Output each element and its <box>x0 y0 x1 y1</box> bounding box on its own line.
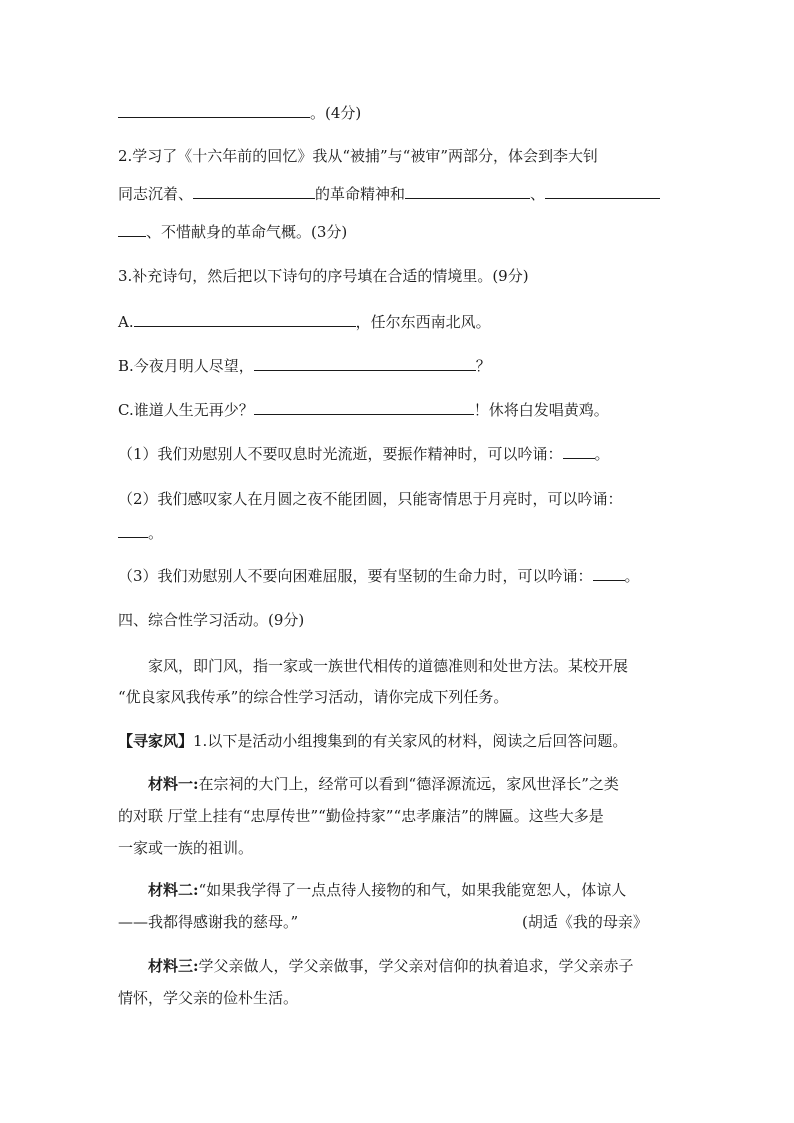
material-1-line-3: 一家或一族的祖训。 <box>118 839 254 857</box>
section-4-heading: 四、综合性学习活动。(9分) <box>118 611 305 629</box>
scenario-3-text: （3）我们劝慰别人不要向困难屈服，要有坚韧的生命力时，可以吟诵： <box>118 567 593 585</box>
answer-blank[interactable] <box>593 566 625 581</box>
q3-title: 3.补充诗句，然后把以下诗句的序号填在合适的情境里。(9分) <box>118 267 529 285</box>
answer-blank[interactable] <box>254 400 474 415</box>
task-line <box>118 731 627 751</box>
answer-blank[interactable] <box>134 312 356 327</box>
option-c-suffix: ！休将白发唱黄鸡。 <box>473 401 609 419</box>
material-2-label: 材料二: <box>148 881 199 899</box>
answer-blank[interactable] <box>193 184 315 199</box>
q3-option-b <box>118 356 491 376</box>
material-3-line-2: 情怀，学父亲的俭朴生活。 <box>118 989 299 1007</box>
task-label: 【寻家风】 <box>118 732 194 750</box>
scenario-1-text: （1）我们劝慰别人不要叹息时光流逝，要振作精神时，可以吟诵： <box>118 445 563 463</box>
answer-blank[interactable] <box>254 356 476 371</box>
answer-blank[interactable] <box>563 444 595 459</box>
material-1-line-1 <box>148 774 619 794</box>
q1-suffix: 。(4分) <box>310 104 362 122</box>
q2-line-1: 2.学习了《十六年前的回忆》我从“被捕”与“被审”两部分，体会到李大钊 <box>118 147 598 165</box>
material-2-text: “如果我学得了一点点待人接物的和气，如果我能宽恕人，体谅人 <box>198 881 627 899</box>
q2-text-c: 、 <box>530 185 546 203</box>
material-1-label: 材料一: <box>148 775 199 793</box>
material-1-line-2: 的对联 厅堂上挂有“忠厚传世”“勤俭持家”“忠孝廉洁”的牌匾。这些大多是 <box>118 807 604 825</box>
option-b-suffix: ？ <box>475 357 491 375</box>
answer-blank[interactable] <box>118 103 310 118</box>
scenario-2-end: 。 <box>148 524 164 542</box>
material-3-line-1 <box>148 956 634 976</box>
q2-line-3 <box>118 222 347 242</box>
material-2-source: (胡适《我的母亲》 <box>522 913 648 931</box>
option-c-prefix: C.谁道人生无再少？ <box>118 401 254 419</box>
q2-text-a: 同志沉着、 <box>118 185 194 203</box>
scenario-3-end: 。 <box>624 567 640 585</box>
material-2-line-1 <box>148 880 626 900</box>
option-a-suffix: ，任尔东西南北风。 <box>355 313 491 331</box>
section-4-intro-1: 家风，即门风，指一家或一族世代相传的道德准则和处世方法。某校开展 <box>148 657 629 675</box>
answer-blank[interactable] <box>118 523 148 538</box>
option-a-prefix: A. <box>118 313 134 331</box>
answer-blank[interactable] <box>545 184 660 199</box>
q3-option-c <box>118 400 609 420</box>
q3-scenario-2-cont <box>118 523 163 543</box>
q2-text-d: 、不惜献身的革命气概。(3分) <box>146 223 348 241</box>
q2-line-2 <box>118 184 660 204</box>
material-1-text: 在宗祠的大门上，经常可以看到“德泽源流远，家风世泽长”之类 <box>198 775 619 793</box>
option-b-prefix: B.今夜月明人尽望， <box>118 357 254 375</box>
section-4-intro-2: “优良家风我传承”的综合性学习活动，请你完成下列任务。 <box>118 688 509 706</box>
q3-scenario-1 <box>118 444 610 464</box>
material-3-text: 学父亲做人，学父亲做事，学父亲对信仰的执着追求，学父亲赤子 <box>198 957 634 975</box>
scenario-1-end: 。 <box>594 445 610 463</box>
q3-scenario-2: （2）我们感叹家人在月圆之夜不能团圆，只能寄情思于月亮时，可以吟诵： <box>118 490 623 508</box>
q3-option-a <box>118 312 491 332</box>
answer-blank[interactable] <box>405 184 530 199</box>
q2-text-b: 的革命精神和 <box>315 185 406 203</box>
material-2-line-2: ——我都得感谢我的慈母。” <box>118 913 299 931</box>
q3-scenario-3 <box>118 566 640 586</box>
q1-answer-line <box>118 103 361 123</box>
task-text: 1.以下是活动小组搜集到的有关家风的材料，阅读之后回答问题。 <box>193 732 628 750</box>
answer-blank[interactable] <box>118 222 146 237</box>
material-3-label: 材料三: <box>148 957 199 975</box>
